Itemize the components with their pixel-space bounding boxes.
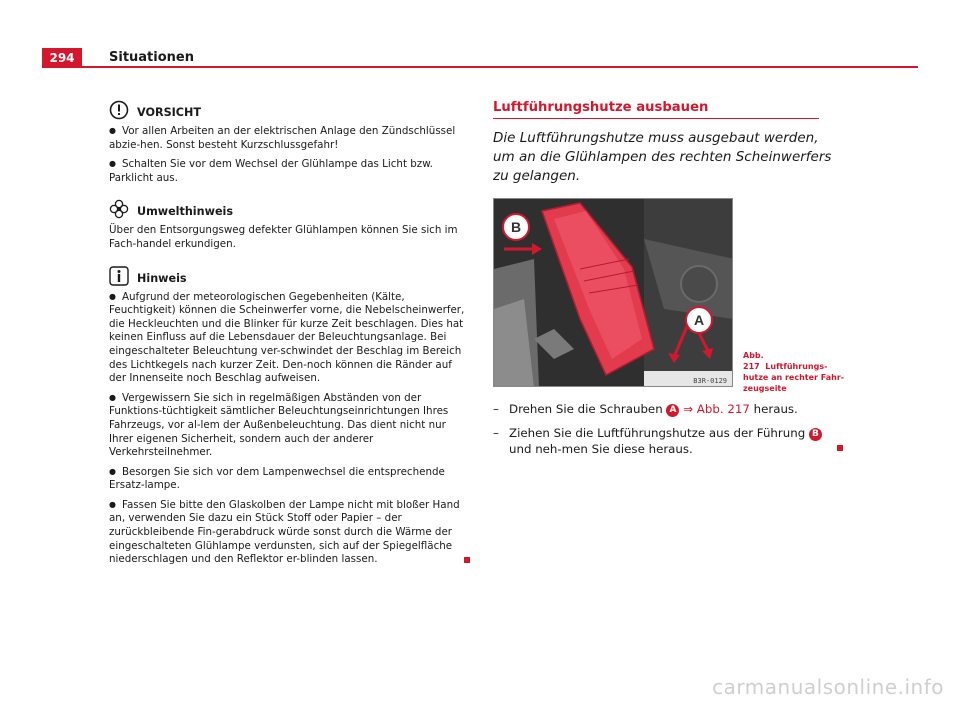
- environment-title: Umwelthinweis: [137, 205, 234, 219]
- figure-label-a: A: [693, 312, 705, 328]
- section-end-mark: [464, 557, 470, 563]
- figure-caption: [743, 350, 848, 394]
- step-item: [493, 401, 843, 417]
- heading-divider: [493, 118, 819, 119]
- left-column: [109, 100, 470, 573]
- page-title: Situationen: [109, 50, 194, 65]
- note-item: ● Aufgrund der meteorologischen Gegebenheiten (Kälte, Feuchtigkeit) können die Scheinwerfer vorne, die Nebelscheinwerfer, die Heckleuchten und die Blinker für kurze Zeit beschlagen. Dies hat keinen Einfluss auf die Lebensdauer der Beleuchtungsanlage. Bei eingeschalteter Beleuchtung ver-schwindet der Beschlag im Bereich des Lichtkegels nach kurzer Zeit. Den-noch können die Ränder auf der Innenseite noch Beschlag aufweisen.: [109, 291, 470, 386]
- flower-icon: [109, 199, 129, 219]
- figure-caption-text: Luftführungs-hutze an rechter Fahr-zeugseite: [743, 362, 845, 393]
- watermark: carmanualsonline.info: [712, 675, 944, 699]
- page-number: 294: [42, 48, 82, 68]
- environment-header: [109, 199, 470, 219]
- warning-icon: [109, 100, 129, 120]
- section-heading: Luftführungshutze ausbauen: [493, 100, 709, 115]
- header-divider: [82, 66, 918, 68]
- step-text: Drehen Sie die Schrauben: [509, 402, 663, 416]
- note-section: [109, 266, 470, 567]
- lead-text: Die Luftführungshutze muss ausgebaut werden, um an die Glühlampen des rechten Scheinwerfers zu gelangen.: [493, 130, 832, 184]
- caution-item: ● Schalten Sie vor dem Wechsel der Glühlampe das Licht bzw. Parklicht aus.: [109, 158, 470, 185]
- figure-caption-ref: Abb. 217: [743, 351, 764, 371]
- figure-label-b: B: [510, 219, 522, 235]
- note-title: Hinweis: [137, 271, 187, 285]
- section-end-mark: [837, 445, 843, 451]
- figure-photo: [493, 198, 733, 387]
- step-text: heraus.: [753, 402, 798, 416]
- environment-section: [109, 199, 470, 251]
- note-item: [109, 499, 470, 567]
- engine-bay-illustration: [494, 199, 733, 387]
- step-text: und neh-men Sie diese heraus.: [509, 442, 693, 456]
- caution-title: VORSICHT: [137, 106, 202, 119]
- step-list: [493, 401, 843, 457]
- caution-header: [109, 100, 470, 120]
- caution-item: ● Vor allen Arbeiten an der elektrischen Anlage den Zündschlüssel abzie-hen. Sonst besteht Kurzschlussgefahr!: [109, 125, 470, 152]
- right-column: [493, 100, 848, 465]
- figure-code: B3R-0129: [693, 377, 727, 385]
- figure-link[interactable]: ⇒ Abb. 217: [683, 402, 750, 416]
- callout-badge-b: B: [809, 428, 822, 441]
- caution-section: [109, 100, 470, 185]
- step-item: [493, 425, 843, 457]
- note-item-text: Fassen Sie bitte den Glaskolben der Lampe nicht mit bloßer Hand an, verwenden Sie dazu ein Stück Stoff oder Papier – der zurückbleibende Fin-gerabdruck würde sonst durch die Wärme der eingeschalteten Glühlampe verdunsten, sich auf der Spiegelfläche niederschlagen und den Reflektor er-blinden lassen.: [109, 498, 460, 566]
- callout-badge-a: A: [666, 404, 679, 417]
- step-text: Ziehen Sie die Luftführungshutze aus der Führung: [509, 426, 806, 440]
- environment-text: Über den Entsorgungsweg defekter Glühlampen können Sie sich im Fach-handel erkundigen.: [109, 224, 458, 250]
- info-icon: [109, 266, 129, 286]
- note-item: ● Vergewissern Sie sich in regelmäßigen Abständen von der Funktions-tüchtigkeit sämtlicher Beleuchtungseinrichtungen Ihres Fahrzeugs, vor al-lem der Außenbeleuchtung. Das dient nicht nur Ihrer eigenen Sicherheit, sondern auch der anderer Verkehrsteilnehmer.: [109, 392, 470, 460]
- figure: [493, 198, 848, 393]
- note-header: [109, 266, 470, 286]
- note-item: ● Besorgen Sie sich vor dem Lampenwechsel die entsprechende Ersatz-lampe.: [109, 466, 470, 493]
